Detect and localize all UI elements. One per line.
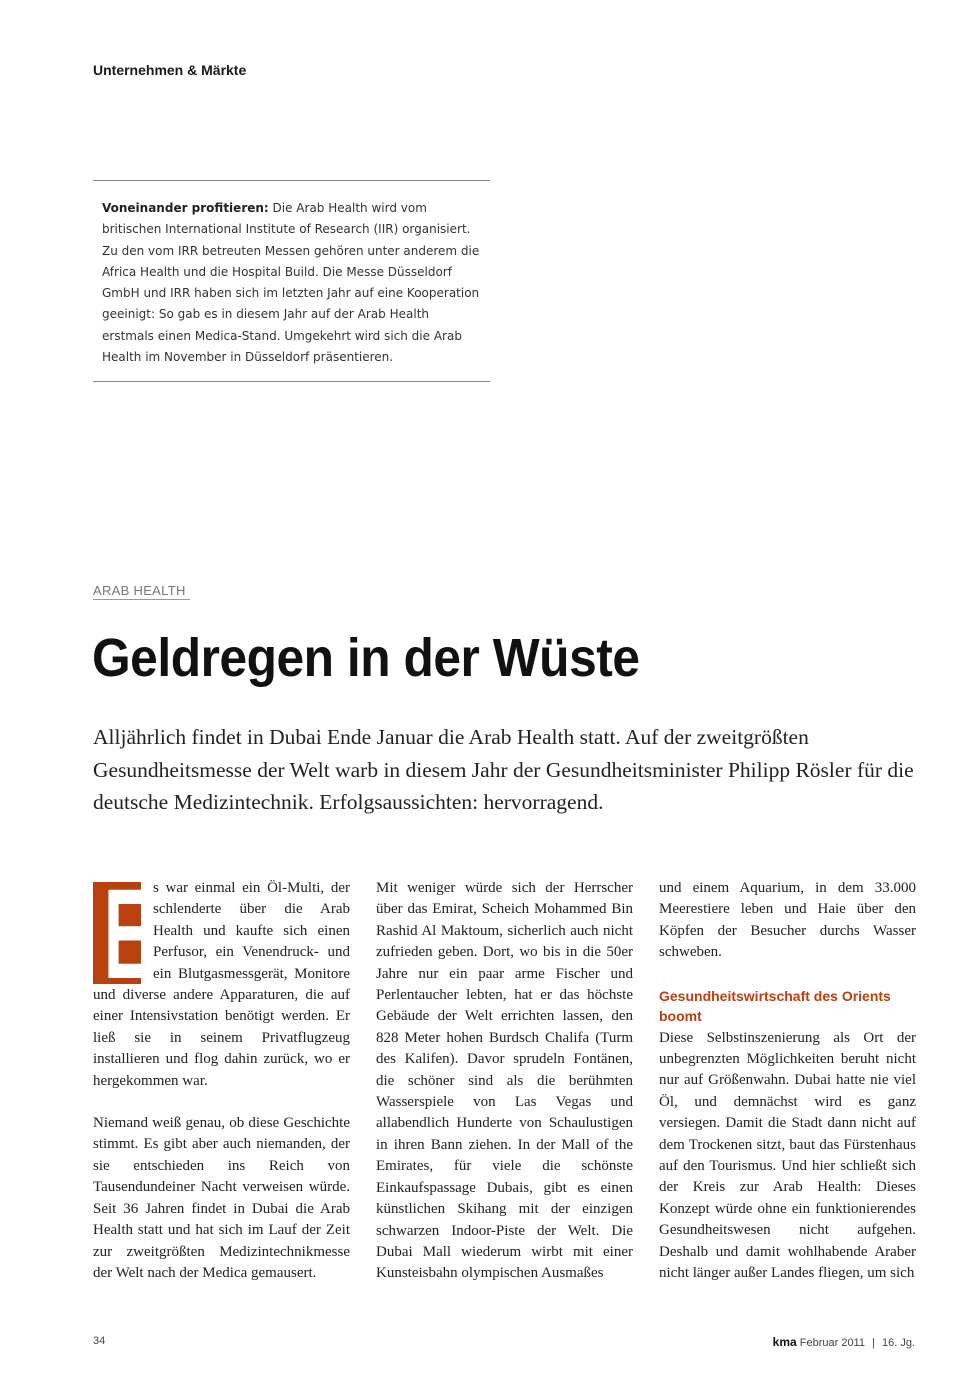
article-lead: Alljährlich findet in Dubai Ende Januar die Arab Health statt. Auf der zweitgrößten Gesundheitsmesse der Welt warb in diesem Jahr der Gesundheitsminister Philipp Rösler für die deutsche Medizintechnik. Erfolgsaussichten: hervorragend. xyxy=(93,725,914,814)
dropcap xyxy=(93,863,151,1006)
footer-separator: | xyxy=(872,1337,875,1349)
article-column-1 xyxy=(93,863,350,1318)
article-column-2 xyxy=(376,878,633,1318)
paragraph: s war einmal ein Öl-Multi, der schlenderte über die Arab Health und kaufte sich einen Perfusor, ein Venendruck- und ein Blutgasmessgerät, Monitore und diverse andere Apparaturen, die auf einer Intensivstation benötigt werden. Er ließ sie in seinem Privatflugzeug installieren und flog dahin zurück, wo er hergekommen war. xyxy=(93,880,350,1089)
volume: 16. Jg. xyxy=(881,1337,915,1349)
paragraph: Niemand weiß genau, ob diese Geschichte stimmt. Es gibt aber auch niemanden, der sie entschieden ins Reich von Tausendundeiner Nacht verweisen würde. Seit 36 Jahren findet in Dubai die Arab Health statt und hat sich im Lauf der Zeit zur zweitgrößten Medizintechnikmesse der Welt nach der Medica gemausert. xyxy=(93,1115,350,1281)
subheading: Gesundheitswirtschaft des Orients boomt xyxy=(659,987,891,1024)
paragraph: Diese Selbstinszenierung als Ort der unbegrenzten Möglichkeiten beruht nicht nur auf Größenwahn. Dubai hatte nie viel Öl, und demnächst wird es ganz versiegen. Damit die Stadt dann nicht auf dem Trockenen sitzt, baut das Fürstenhaus auf den Tourismus. Und hier schließt sich der Kreis zur Arab Health: Dieses Konzept würde ohne ein funktionierendes Gesundheitswesen nicht aufgehen. Deshalb und damit wohlhabende Araber nicht länger außer Landes fliegen, um sich xyxy=(659,1029,916,1282)
brand-logo: kma xyxy=(772,1335,797,1349)
footer-issue-info xyxy=(773,1335,915,1349)
info-box xyxy=(93,180,490,382)
info-box-text: Die Arab Health wird vom britischen International Institute of Research (IIR) organisiert. Zu den vom IRR betreuten Messen gehören unter anderem die Africa Health und die Hospital Build. Die Messe Düsseldorf GmbH und IRR haben sich im letzten Jahr auf eine Kooperation geeinigt: So gab es in diesem Jahr auf der Arab Health erstmals einen Medica-Stand. Umgekehrt wird sich die Arab Health im November in Düsseldorf präsentieren. xyxy=(102,201,480,365)
paragraph: Mit weniger würde sich der Herrscher über das Emirat, Scheich Mohammed Bin Rashid Al Maktoum, sicherlich auch nicht zufrieden geben. Dort, wo bis in die 50er Jahre nur ein paar arme Fischer und Perlentaucher lebten, hat er das höchste Gebäude der Welt errichten lassen, den 828 Meter hohen Burdsch Chalifa (Turm des Kalifen). Davor sprudeln Fontänen, die schöner sind als die berühmten Wasserspiele von Las Vegas und allabendlich Hunderte von Schaulustigen in ihren Bann ziehen. In der Mall of the Emirates, für viele die schönste Einkaufspassage Dubais, gibt es einen künstlichen Skihang mit der einzigen schwarzen Indoor-Piste der Welt. Die Dubai Mall wiederum wirbt mit einer Kunsteisbahn olympischen Ausmaßes xyxy=(376,880,633,1282)
page-number: 34 xyxy=(93,1335,106,1347)
article-kicker: ARAB HEALTH xyxy=(93,583,190,600)
dropcap-letter: E xyxy=(103,863,151,1006)
info-box-lead: Voneinander profitieren: xyxy=(102,201,269,215)
article-title: Geldregen in der Wüste xyxy=(92,628,640,688)
issue-date: Februar 2011 xyxy=(799,1337,865,1349)
paragraph: und einem Aquarium, in dem 33.000 Meerestiere leben und Haie über den Köpfen der Besucher durchs Wasser schweben. xyxy=(659,880,916,961)
section-label: Unternehmen & Märkte xyxy=(93,62,247,78)
article-column-3 xyxy=(659,878,916,1318)
